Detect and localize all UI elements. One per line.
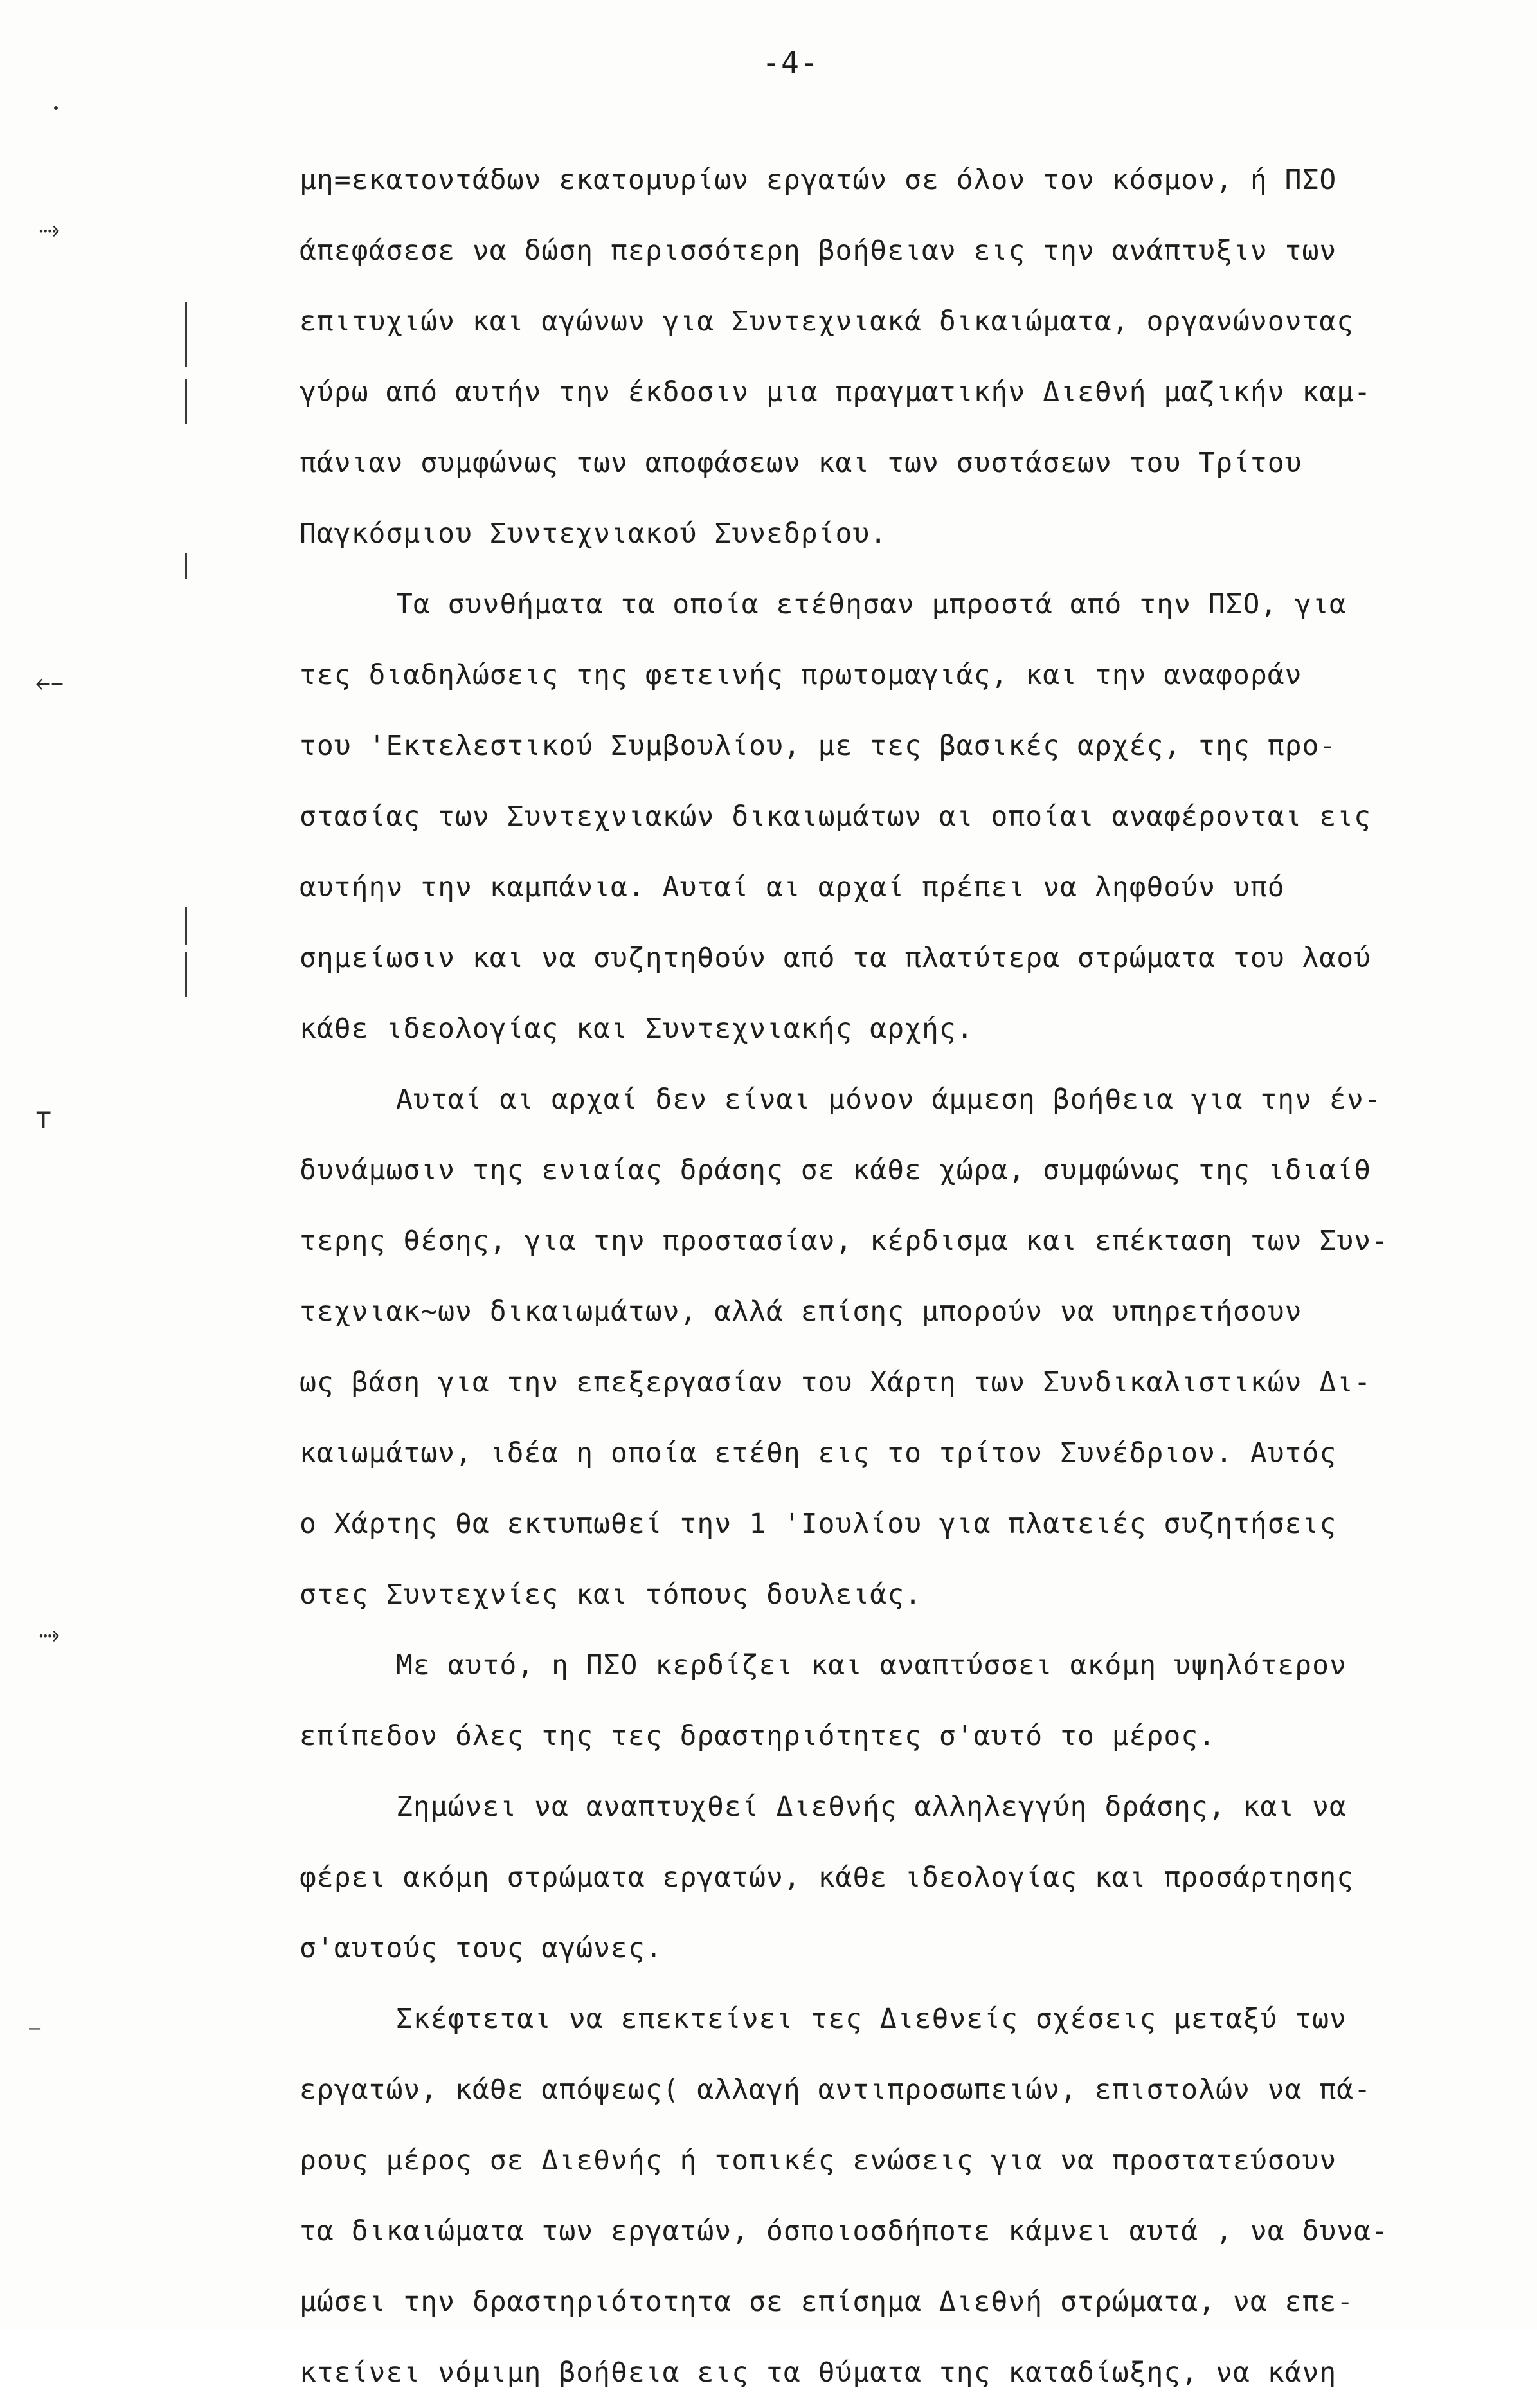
text-line: φέρει ακόμη στρώματα εργατών, κάθε ιδεολογίας και προσάρτησης [300,1861,1354,1894]
text-line: Ζημώνει να αναπτυχθεί Διεθνής αλληλεγγύη δράσης, και να [396,1791,1347,1823]
text-line: αυτήην την καμπάνια. Αυταί αι αρχαί πρέπει να ληφθούν υπό [300,871,1285,903]
text-line: εργατών, κάθε απόψεως( αλλαγή αντιπροσωπειών, επιστολών να πά- [300,2074,1372,2106]
page-number: -4- [762,45,820,80]
margin-mark: — [29,2017,41,2040]
text-line: τερης θέσης, για την προστασίαν, κέρδισμα και επέκταση των Συν- [300,1225,1389,1257]
text-line: άπεφάσεσε να δώση περισσότερη βοήθειαν εις την ανάπτυξιν των [300,235,1337,267]
text-line: τεχνιακ~ων δικαιωμάτων, αλλά επίσης μπορούν να υπηρετήσουν [300,1296,1302,1328]
margin-line [185,907,187,945]
margin-line [185,952,187,997]
paragraph [300,1984,1508,2408]
text-line: κτείνει νόμιμη βοήθεια εις τα θύματα της καταδίωξης, να κάνη [300,2357,1337,2389]
text-line: μώσει την δραστηριότοτητα σε επίσημα Διεθνή στρώματα, να επε- [300,2286,1354,2318]
text-line: Αυταί αι αρχαί δεν είναι μόνον άμμεση βοήθεια για την έν- [396,1083,1381,1116]
text-line: ως βάση για την επεξεργασίαν του Χάρτη των Συνδικαλιστικών Δι- [300,1366,1372,1399]
margin-mark: ⊤ [35,1103,52,1135]
text-line: δυνάμωσιν της ενιαίας δράσης σε κάθε χώρα, συμφώνως της ιδιαίθ [300,1154,1372,1186]
text-line: μη=εκατοντάδων εκατομυρίων εργατών σε όλον τον κόσμον, ή ΠΣΟ [300,164,1337,196]
margin-line [185,553,187,579]
margin-line [185,379,187,424]
text-line: ρους μέρος σε Διεθνής ή τοπικές ενώσεις για να προστατεύσουν [300,2144,1337,2177]
paragraph [300,145,1508,569]
margin-mark: ⤑ [39,213,60,244]
text-line: γύρω από αυτήν την έκδοσιν μια πραγματικήν Διεθνή μαζικήν καμ- [300,376,1372,408]
text-line: σημείωσιν και να συζητηθούν από τα πλατύτερα στρώματα του λαού [300,942,1372,974]
margin-mark: ⤑ [39,1618,60,1649]
text-line: ο Χάρτης θα εκτυπωθεί την 1 'Ιουλίου για πλατειές συζητήσεις [300,1508,1337,1540]
text-line: πάνιαν συμφώνως των αποφάσεων και των συστάσεων του Τρίτου [300,447,1302,479]
margin-line [185,302,187,367]
paragraph [300,1630,1508,1771]
text-line: κάθε ιδεολογίας και Συντεχνιακής αρχής. [300,1013,974,1045]
text-line: επίπεδον όλες της τες δραστηριότητες σ'αυτό το μέρος. [300,1720,1216,1752]
text-line: σ'αυτούς τους αγώνες. [300,1932,663,1964]
text-line: τα δικαιώματα των εργατών, όσποιοσδήποτε κάμνει αυτά , να δυνα- [300,2215,1389,2247]
text-line: καιωμάτων, ιδέα η οποία ετέθη εις το τρίτον Συνέδριον. Αυτός [300,1437,1337,1469]
paragraph [300,569,1508,1064]
text-line: Τα συνθήματα τα οποία ετέθησαν μπροστά από την ΠΣΟ, για [396,588,1347,620]
paragraph [300,1064,1508,1630]
text-line: Σκέφτεται να επεκτείνει τες Διεθνείς σχέσεις μεταξύ των [396,2003,1347,2035]
text-line: στασίας των Συντεχνιακών δικαιωμάτων αι οποίαι αναφέρονται εις [300,801,1372,833]
text-line: Παγκόσμιου Συντεχνιακού Συνεδρίου. [300,518,888,550]
paragraph [300,1771,1508,1984]
text-line: επιτυχιών και αγώνων για Συντεχνιακά δικαιώματα, οργανώνοντας [300,305,1354,338]
body-text [300,145,1508,2408]
speck [54,106,58,110]
text-line: τες διαδηλώσεις της φετεινής πρωτομαγιάς, και την αναφοράν [300,659,1302,691]
text-line: Με αυτό, η ΠΣΟ κερδίζει και αναπτύσσει ακόμη υψηλότερον [396,1649,1347,1681]
text-line: του 'Εκτελεστικού Συμβουλίου, με τες βασικές αρχές, της προ- [300,730,1337,762]
text-line: στες Συντεχνίες και τόπους δουλειάς. [300,1579,922,1611]
margin-mark: ⤌ [35,666,64,698]
